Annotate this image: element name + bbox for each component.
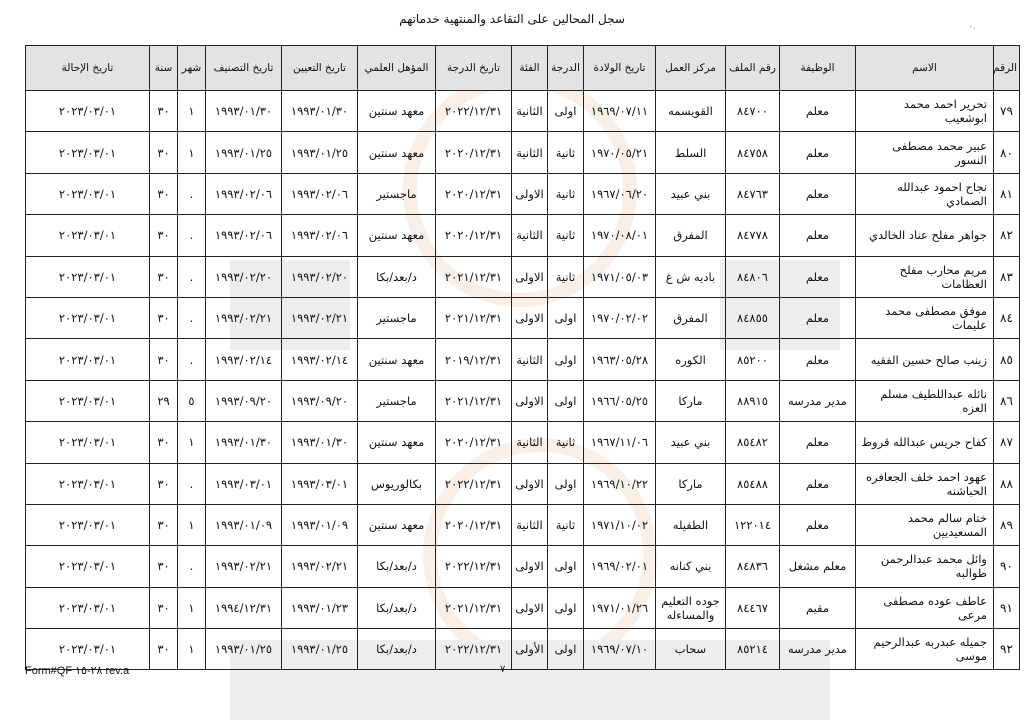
cell-num: ٧٩	[994, 91, 1020, 132]
cell-file: ٨٥٢٠٠	[726, 339, 780, 380]
cell-degree-date: ٢٠٢٢/١٢/٣١	[436, 463, 512, 504]
cell-retire-date: ٢٠٢٣/٠٣/٠١	[26, 339, 150, 380]
cell-category: الثانية	[512, 215, 548, 256]
cell-year: ٣٠	[150, 297, 178, 338]
cell-dob: ١٩٧١/٠٥/٠٣	[584, 256, 656, 297]
cell-center: بني كنانه	[656, 546, 726, 587]
cell-category: الاولى	[512, 587, 548, 628]
table-row	[26, 173, 1020, 214]
table-row	[26, 297, 1020, 338]
cell-file: ٨٤٧٠٠	[726, 91, 780, 132]
cell-year: ٣٠	[150, 256, 178, 297]
cell-degree: اولى	[548, 339, 584, 380]
cell-retire-date: ٢٠٢٣/٠٣/٠١	[26, 504, 150, 545]
header-job: الوظيفة	[780, 46, 856, 91]
cell-qualification: د/بعد/بكا	[358, 256, 436, 297]
cell-year: ٣٠	[150, 173, 178, 214]
cell-category: الثانية	[512, 504, 548, 545]
cell-dob: ١٩٦٣/٠٥/٢٨	[584, 339, 656, 380]
cell-appoint-date: ١٩٩٣/٠١/٢٥	[282, 132, 358, 173]
cell-degree: اولى	[548, 91, 584, 132]
cell-month: ١	[178, 132, 206, 173]
cell-retire-date: ٢٠٢٣/٠٣/٠١	[26, 463, 150, 504]
cell-qualification: بكالوريوس	[358, 463, 436, 504]
cell-month: .	[178, 463, 206, 504]
cell-center: المفرق	[656, 297, 726, 338]
cell-month: .	[178, 173, 206, 214]
cell-degree-date: ٢٠١٩/١٢/٣١	[436, 339, 512, 380]
cell-qualification: معهد سنتين	[358, 339, 436, 380]
cell-degree-date: ٢٠٢٢/١٢/٣١	[436, 91, 512, 132]
cell-year: ٣٠	[150, 463, 178, 504]
cell-degree: ثانية	[548, 173, 584, 214]
cell-year: ٣٠	[150, 132, 178, 173]
cell-degree-date: ٢٠٢٢/١٢/٣١	[436, 546, 512, 587]
cell-degree: ثانية	[548, 504, 584, 545]
cell-file: ٨٤٨٥٥	[726, 297, 780, 338]
cell-dob: ١٩٧٠/٠٢/٠٢	[584, 297, 656, 338]
cell-retire-date: ٢٠٢٣/٠٣/٠١	[26, 629, 150, 670]
cell-degree-date: ٢٠٢١/١٢/٣١	[436, 380, 512, 421]
table-row	[26, 422, 1020, 463]
cell-appoint-date: ١٩٩٣/٠٢/١٤	[282, 339, 358, 380]
cell-degree-date: ٢٠٢٠/١٢/٣١	[436, 504, 512, 545]
cell-qualification: معهد سنتين	[358, 132, 436, 173]
cell-degree: ثانية	[548, 256, 584, 297]
cell-dob: ١٩٧٠/٠٨/٠١	[584, 215, 656, 256]
cell-month: ١	[178, 504, 206, 545]
cell-appoint-date: ١٩٩٣/٠١/٣٠	[282, 91, 358, 132]
cell-class-date: ١٩٩٣/٠٢/٢١	[206, 297, 282, 338]
cell-category: الاولى	[512, 546, 548, 587]
table-row	[26, 463, 1020, 504]
cell-category: الثانية	[512, 91, 548, 132]
cell-year: ٣٠	[150, 215, 178, 256]
header-category: الفئة	[512, 46, 548, 91]
corner-mark: ٠.	[968, 22, 976, 32]
cell-month: .	[178, 215, 206, 256]
cell-degree-date: ٢٠٢٠/١٢/٣١	[436, 173, 512, 214]
header-qualification: المؤهل العلمي	[358, 46, 436, 91]
cell-year: ٣٠	[150, 339, 178, 380]
cell-degree-date: ٢٠٢٠/١٢/٣١	[436, 215, 512, 256]
cell-degree: ثانية	[548, 422, 584, 463]
cell-year: ٢٩	[150, 380, 178, 421]
table-row	[26, 504, 1020, 545]
cell-job: معلم	[780, 504, 856, 545]
cell-center: ماركا	[656, 463, 726, 504]
cell-job: معلم	[780, 173, 856, 214]
cell-name: ختام سالم محمد المسعيديين	[856, 504, 994, 545]
table-row	[26, 629, 1020, 670]
cell-appoint-date: ١٩٩٣/٠٩/٢٠	[282, 380, 358, 421]
cell-job: معلم	[780, 256, 856, 297]
cell-name: موفق مصطفى محمد عليمات	[856, 297, 994, 338]
cell-degree-date: ٢٠٢٠/١٢/٣١	[436, 132, 512, 173]
cell-class-date: ١٩٩٤/١٢/٣١	[206, 587, 282, 628]
cell-job: معلم	[780, 132, 856, 173]
cell-degree: ثانية	[548, 215, 584, 256]
cell-file: ٨٤٧٧٨	[726, 215, 780, 256]
header-name: الاسم	[856, 46, 994, 91]
header-file: رقم الملف	[726, 46, 780, 91]
cell-appoint-date: ١٩٩٣/٠٢/٠٦	[282, 215, 358, 256]
cell-retire-date: ٢٠٢٣/٠٣/٠١	[26, 587, 150, 628]
cell-appoint-date: ١٩٩٣/٠١/٣٠	[282, 422, 358, 463]
cell-degree-date: ٢٠٢١/١٢/٣١	[436, 297, 512, 338]
cell-center: القويسمه	[656, 91, 726, 132]
cell-dob: ١٩٦٩/١٠/٢٢	[584, 463, 656, 504]
cell-class-date: ١٩٩٣/٠١/٣٠	[206, 91, 282, 132]
cell-center: المفرق	[656, 215, 726, 256]
cell-class-date: ١٩٩٣/٠٢/١٤	[206, 339, 282, 380]
cell-category: الثانية	[512, 422, 548, 463]
cell-center: السلط	[656, 132, 726, 173]
cell-num: ٨٤	[994, 297, 1020, 338]
cell-name: نجاح احمود عبدالله الصمادي	[856, 173, 994, 214]
cell-year: ٣٠	[150, 546, 178, 587]
cell-degree-date: ٢٠٢١/١٢/٣١	[436, 587, 512, 628]
cell-class-date: ١٩٩٣/٠١/٠٩	[206, 504, 282, 545]
cell-class-date: ١٩٩٣/٠٣/٠١	[206, 463, 282, 504]
cell-category: الثانية	[512, 339, 548, 380]
cell-dob: ١٩٧٠/٠٥/٢١	[584, 132, 656, 173]
cell-dob: ١٩٦٦/٠٥/٢٥	[584, 380, 656, 421]
cell-class-date: ١٩٩٣/٠٢/٢١	[206, 546, 282, 587]
cell-class-date: ١٩٩٣/٠١/٣٠	[206, 422, 282, 463]
cell-file: ٨٤٧٦٣	[726, 173, 780, 214]
cell-appoint-date: ١٩٩٣/٠٢/٢١	[282, 297, 358, 338]
cell-file: ٨٥٢١٤	[726, 629, 780, 670]
cell-num: ٨٣	[994, 256, 1020, 297]
cell-class-date: ١٩٩٣/٠٢/٢٠	[206, 256, 282, 297]
cell-degree: اولى	[548, 463, 584, 504]
cell-name: كفاح جريس عبدالله قروط	[856, 422, 994, 463]
cell-center: الطفيله	[656, 504, 726, 545]
cell-num: ٨٦	[994, 380, 1020, 421]
cell-class-date: ١٩٩٣/٠٢/٠٦	[206, 215, 282, 256]
cell-category: الأولى	[512, 629, 548, 670]
cell-dob: ١٩٦٧/١١/٠٦	[584, 422, 656, 463]
page-title: سجل المحالين على التقاعد والمنتهية خدماتهم	[399, 12, 625, 26]
cell-retire-date: ٢٠٢٣/٠٣/٠١	[26, 297, 150, 338]
cell-job: معلم	[780, 215, 856, 256]
cell-num: ٨٨	[994, 463, 1020, 504]
cell-job: مقيم	[780, 587, 856, 628]
cell-qualification: ماجستير	[358, 297, 436, 338]
cell-name: جواهر مفلح عناد الخالدي	[856, 215, 994, 256]
cell-job: معلم	[780, 422, 856, 463]
cell-num: ٩٠	[994, 546, 1020, 587]
cell-retire-date: ٢٠٢٣/٠٣/٠١	[26, 91, 150, 132]
cell-num: ٩١	[994, 587, 1020, 628]
cell-month: ٥	[178, 380, 206, 421]
cell-retire-date: ٢٠٢٣/٠٣/٠١	[26, 256, 150, 297]
records-table-container	[25, 45, 1017, 670]
header-center: مركز العمل	[656, 46, 726, 91]
cell-file: ٨٤٧٥٨	[726, 132, 780, 173]
cell-category: الاولى	[512, 463, 548, 504]
table-row	[26, 380, 1020, 421]
cell-file: ٨٥٤٨٨	[726, 463, 780, 504]
table-row	[26, 339, 1020, 380]
table-header-row	[26, 46, 1020, 91]
cell-retire-date: ٢٠٢٣/٠٣/٠١	[26, 132, 150, 173]
cell-month: .	[178, 546, 206, 587]
table-row	[26, 215, 1020, 256]
cell-qualification: د/بعد/بكا	[358, 587, 436, 628]
cell-file: ١٢٢٠١٤	[726, 504, 780, 545]
cell-month: .	[178, 339, 206, 380]
header-dob: تاريخ الولادة	[584, 46, 656, 91]
cell-degree-date: ٢٠٢٠/١٢/٣١	[436, 422, 512, 463]
cell-file: ٨٥٤٨٢	[726, 422, 780, 463]
cell-qualification: ماجستير	[358, 173, 436, 214]
cell-job: معلم	[780, 91, 856, 132]
cell-qualification: د/بعد/بكا	[358, 546, 436, 587]
cell-degree: اولى	[548, 629, 584, 670]
cell-num: ٨٢	[994, 215, 1020, 256]
table-row	[26, 587, 1020, 628]
cell-appoint-date: ١٩٩٣/٠٢/٠٦	[282, 173, 358, 214]
cell-class-date: ١٩٩٣/٠٩/٢٠	[206, 380, 282, 421]
cell-dob: ١٩٦٩/٠٢/٠١	[584, 546, 656, 587]
cell-category: الاولى	[512, 380, 548, 421]
cell-file: ٨٤٤٦٧	[726, 587, 780, 628]
cell-month: ١	[178, 422, 206, 463]
cell-month: .	[178, 297, 206, 338]
header-month: شهر	[178, 46, 206, 91]
cell-class-date: ١٩٩٣/٠١/٢٥	[206, 629, 282, 670]
table-body	[26, 91, 1020, 670]
cell-center: سحاب	[656, 629, 726, 670]
cell-center: بني عبيد	[656, 422, 726, 463]
cell-retire-date: ٢٠٢٣/٠٣/٠١	[26, 380, 150, 421]
cell-year: ٣٠	[150, 629, 178, 670]
cell-file: ٨٤٨٣٦	[726, 546, 780, 587]
cell-dob: ١٩٧١/٠١/٢٦	[584, 587, 656, 628]
cell-name: نائله عبداللطيف مسلم العزه	[856, 380, 994, 421]
cell-job: مدير مدرسه	[780, 629, 856, 670]
cell-center: الكوره	[656, 339, 726, 380]
cell-class-date: ١٩٩٣/٠٢/٠٦	[206, 173, 282, 214]
cell-year: ٣٠	[150, 587, 178, 628]
cell-degree-date: ٢٠٢٢/١٢/٣١	[436, 629, 512, 670]
table-row	[26, 256, 1020, 297]
cell-num: ٨٠	[994, 132, 1020, 173]
cell-month: ١	[178, 629, 206, 670]
header-degree-date: تاريخ الدرجة	[436, 46, 512, 91]
cell-name: وائل محمد عبدالرحمن طوالبه	[856, 546, 994, 587]
cell-degree: اولى	[548, 380, 584, 421]
cell-name: عاطف عوده مصطفى مرعى	[856, 587, 994, 628]
cell-month: ١	[178, 91, 206, 132]
cell-num: ٨١	[994, 173, 1020, 214]
cell-category: الاولى	[512, 173, 548, 214]
cell-name: عهود احمد خلف الجعافره الحباشنه	[856, 463, 994, 504]
header-class-date: تاريخ التصنيف	[206, 46, 282, 91]
cell-name: عبير محمد مصطفى النسور	[856, 132, 994, 173]
cell-num: ٨٩	[994, 504, 1020, 545]
cell-appoint-date: ١٩٩٣/٠١/٢٥	[282, 629, 358, 670]
cell-degree-date: ٢٠٢١/١٢/٣١	[436, 256, 512, 297]
cell-job: معلم	[780, 339, 856, 380]
cell-dob: ١٩٦٩/٠٧/١١	[584, 91, 656, 132]
header-num: الرقم	[994, 46, 1020, 91]
cell-file: ٨٤٨٠٦	[726, 256, 780, 297]
cell-retire-date: ٢٠٢٣/٠٣/٠١	[26, 546, 150, 587]
header-retire-date: تاريخ الإحالة	[26, 46, 150, 91]
cell-dob: ١٩٦٧/٠٦/٢٠	[584, 173, 656, 214]
cell-name: زينب صالح حسين الفقيه	[856, 339, 994, 380]
cell-retire-date: ٢٠٢٣/٠٣/٠١	[26, 422, 150, 463]
cell-name: مريم محارب مفلح العظامات	[856, 256, 994, 297]
cell-qualification: معهد سنتين	[358, 91, 436, 132]
cell-appoint-date: ١٩٩٣/٠٢/٢١	[282, 546, 358, 587]
cell-category: الاولى	[512, 297, 548, 338]
cell-degree: ثانية	[548, 132, 584, 173]
cell-year: ٣٠	[150, 504, 178, 545]
cell-num: ٨٥	[994, 339, 1020, 380]
cell-degree: اولى	[548, 297, 584, 338]
cell-qualification: د/بعد/بكا	[358, 629, 436, 670]
cell-appoint-date: ١٩٩٣/٠١/٠٩	[282, 504, 358, 545]
cell-retire-date: ٢٠٢٣/٠٣/٠١	[26, 173, 150, 214]
table-row	[26, 91, 1020, 132]
cell-job: معلم	[780, 463, 856, 504]
cell-month: ١	[178, 587, 206, 628]
cell-class-date: ١٩٩٣/٠١/٢٥	[206, 132, 282, 173]
cell-dob: ١٩٦٩/٠٧/١٠	[584, 629, 656, 670]
cell-appoint-date: ١٩٩٣/٠٣/٠١	[282, 463, 358, 504]
cell-month: .	[178, 256, 206, 297]
cell-dob: ١٩٧١/١٠/٠٢	[584, 504, 656, 545]
header-appoint-date: تاريخ التعيين	[282, 46, 358, 91]
cell-num: ٩٢	[994, 629, 1020, 670]
cell-center: بني عبيد	[656, 173, 726, 214]
cell-center: ماركا	[656, 380, 726, 421]
cell-year: ٣٠	[150, 91, 178, 132]
header-year: سنة	[150, 46, 178, 91]
cell-year: ٣٠	[150, 422, 178, 463]
header-degree: الدرجة	[548, 46, 584, 91]
cell-qualification: معهد سنتين	[358, 422, 436, 463]
footer-form-code: Form#QF ٢٨-١٥ rev.a	[25, 665, 130, 677]
cell-job: مدير مدرسه	[780, 380, 856, 421]
cell-job: معلم	[780, 297, 856, 338]
page-number: ٧	[500, 664, 506, 675]
cell-appoint-date: ١٩٩٣/٠١/٢٣	[282, 587, 358, 628]
cell-degree: اولى	[548, 587, 584, 628]
cell-category: الثانية	[512, 132, 548, 173]
cell-qualification: ماجستير	[358, 380, 436, 421]
cell-qualification: معهد سنتين	[358, 504, 436, 545]
cell-qualification: معهد سنتين	[358, 215, 436, 256]
cell-category: الاولى	[512, 256, 548, 297]
cell-file: ٨٨٩١٥	[726, 380, 780, 421]
table-row	[26, 132, 1020, 173]
cell-center: باديه ش غ	[656, 256, 726, 297]
table-row	[26, 546, 1020, 587]
cell-appoint-date: ١٩٩٣/٠٢/٢٠	[282, 256, 358, 297]
records-table	[25, 45, 1020, 670]
cell-degree: اولى	[548, 546, 584, 587]
cell-retire-date: ٢٠٢٣/٠٣/٠١	[26, 215, 150, 256]
cell-num: ٨٧	[994, 422, 1020, 463]
cell-center: جوده التعليم والمساءله	[656, 587, 726, 628]
cell-name: تحرير احمد محمد ابوشعيب	[856, 91, 994, 132]
cell-name: جميله عبدربه عبدالرحيم موسى	[856, 629, 994, 670]
cell-job: معلم مشغل	[780, 546, 856, 587]
